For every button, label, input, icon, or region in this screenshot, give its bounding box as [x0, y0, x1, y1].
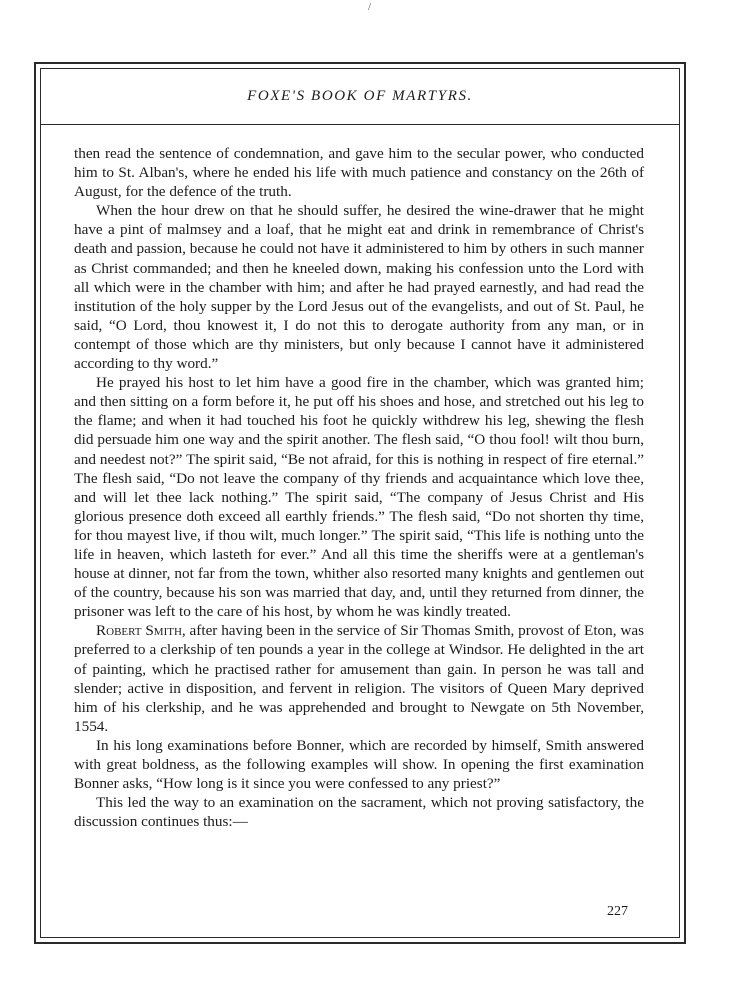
body-text [74, 144, 644, 831]
paragraph-lead-name: Robert Smith [96, 622, 182, 640]
paragraph [74, 621, 644, 736]
page-number: 227 [607, 904, 628, 919]
running-head: FOXE'S BOOK OF MARTYRS. [247, 88, 473, 104]
paragraph: This led the way to an examination on the sacrament, which not proving satisfactory, the discussion continues thus:— [74, 794, 644, 831]
paragraph-text: , after having been in the service of Sir Thomas Smith, provost of Eton, was preferred to a clerkship of ten pounds a year in the college at Windsor. He delighted in the art of painting, which he practised rather for amusement than gain. In person he was tall and slender; active in disposition, and fervent in religion. The visitors of Queen Mary deprived him of his clerkship, and he was apprehended and brought to Newgate on 5th November, 1554. [74, 622, 644, 735]
paragraph: When the hour drew on that he should suffer, he desired the wine-drawer that he might have a pint of malmsey and a loaf, that he might eat and drink in remembrance of Christ's death and passion, because he could not have it administered to him by others in such manner as Christ commanded; and then he kneeled down, making his confession unto the Lord with all which were in the chamber with him; and after he had prayed earnestly, and had read the institution of the holy supper by the Lord Jesus out of the evangelists, and out of St. Paul, he said, “O Lord, thou knowest it, I do not this to derogate authority from any man, or in contempt of those which are thy ministers, but only because I cannot have it administered according to thy word.” [74, 202, 644, 373]
paragraph: then read the sentence of condemnation, and gave him to the secular power, who conducted him to St. Alban's, where he ended his life with much patience and constancy on the 26th of August, for the defence of the truth. [74, 145, 644, 201]
paragraph: He prayed his host to let him have a good fire in the chamber, which was granted him; and then sitting on a form before it, he put off his shoes and hose, and stretched out his leg to the flame; and when it had touched his foot he quickly withdrew his leg, shewing the flesh did persuade him one way and the spirit another. The flesh said, “O thou fool! wilt thou burn, and needest not?” The spirit said, “Be not afraid, for this is nothing in respect of fire eternal.” The flesh said, “Do not leave the company of thy friends and acquaintance which love thee, and will let thee lack nothing.” The spirit said, “The company of Jesus Christ and His glorious presence doth exceed all earthly friends.” The flesh said, “Do not shorten thy time, for thou mayest live, if thou wilt, much longer.” The spirit said, “This life is nothing unto the life in heaven, which lasteth for ever.” And all this time the sheriffs were at a gentleman's house at dinner, not far from the town, whither also resorted many knights and gentlemen out of the country, because his son was married that day, and, until they returned from dinner, the prisoner was left to the care of his host, by whom he was kindly treated. [74, 374, 644, 621]
header-divider [40, 124, 680, 125]
scan-mark: / [368, 1, 372, 13]
paragraph: In his long examinations before Bonner, which are recorded by himself, Smith answered with great boldness, as the following examples will show. In opening the first examination Bonner asks, “How long is it since you were confessed to any priest?” [74, 736, 644, 793]
